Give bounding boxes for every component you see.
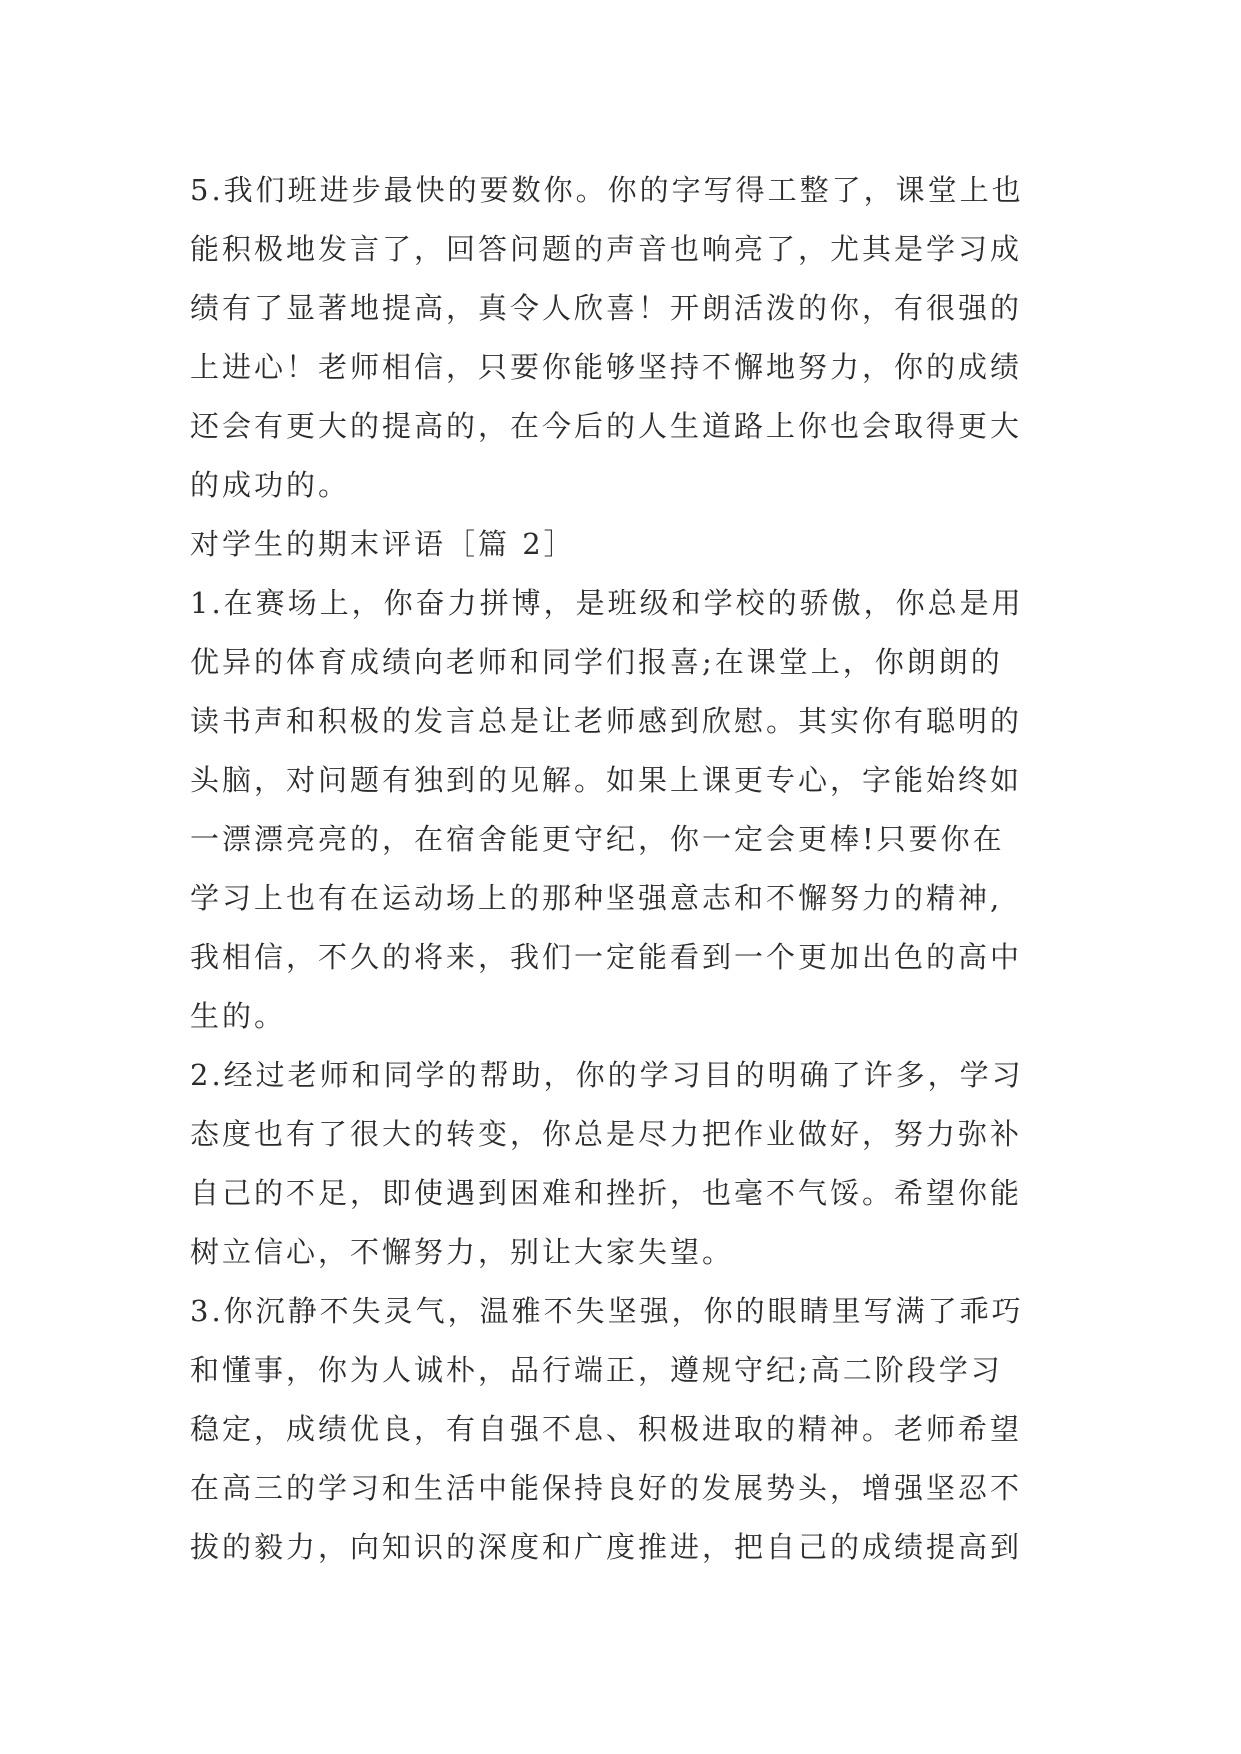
text-line: 3.你沉静不失灵气，温雅不失坚强，你的眼睛里写满了乖巧 — [190, 1294, 1024, 1328]
text-line: 一漂漂亮亮的，在宿舍能更守纪，你一定会更棒!只要你在 — [190, 822, 1005, 856]
text-line: 5.我们班进步最快的要数你。你的字写得工整了，课堂上也 — [190, 173, 1024, 207]
text-line: 自己的不足，即使遇到困难和挫折，也毫不气馁。希望你能 — [190, 1176, 1023, 1210]
text-line: 上进心！老师相信，只要你能够坚持不懈地努力，你的成绩 — [190, 350, 1023, 384]
text-line: 1.在赛场上，你奋力拼博，是班级和学校的骄傲，你总是用 — [190, 586, 1024, 620]
text-line: 读书声和积极的发言总是让老师感到欣慰。其实你有聪明的 — [190, 704, 1023, 738]
document-body — [190, 161, 1070, 1577]
section-heading: 对学生的期末评语［篇 2］ — [190, 527, 576, 561]
text-line: 头脑，对问题有独到的见解。如果上课更专心，字能始终如 — [190, 763, 1023, 797]
text-line: 我相信，不久的将来，我们一定能看到一个更加出色的高中 — [190, 940, 1023, 974]
text-line: 树立信心，不懈努力，别让大家失望。 — [190, 1235, 735, 1269]
text-line: 稳定，成绩优良，有自强不息、积极进取的精神。老师希望 — [190, 1412, 1023, 1446]
text-line: 在高三的学习和生活中能保持良好的发展势头，增强坚忍不 — [190, 1471, 1023, 1505]
text-line: 优异的体育成绩向老师和同学们报喜;在课堂上，你朗朗的 — [190, 645, 1003, 679]
text-line: 的成功的。 — [190, 468, 351, 502]
text-line: 还会有更大的提高的，在今后的人生道路上你也会取得更大 — [190, 409, 1023, 443]
text-line: 态度也有了很大的转变，你总是尽力把作业做好，努力弥补 — [190, 1117, 1023, 1151]
text-line: 拔的毅力，向知识的深度和广度推进，把自己的成绩提高到 — [190, 1530, 1023, 1564]
text-line: 2.经过老师和同学的帮助，你的学习目的明确了许多，学习 — [190, 1058, 1024, 1092]
text-line: 学习上也有在运动场上的那种坚强意志和不懈努力的精神, — [190, 881, 1003, 915]
text-line: 和懂事，你为人诚朴，品行端正，遵规守纪;高二阶段学习 — [190, 1353, 1003, 1387]
text-line: 绩有了显著地提高，真令人欣喜！开朗活泼的你，有很强的 — [190, 291, 1023, 325]
text-line: 能积极地发言了，回答问题的声音也响亮了，尤其是学习成 — [190, 232, 1023, 266]
text-line: 生的。 — [190, 999, 287, 1033]
